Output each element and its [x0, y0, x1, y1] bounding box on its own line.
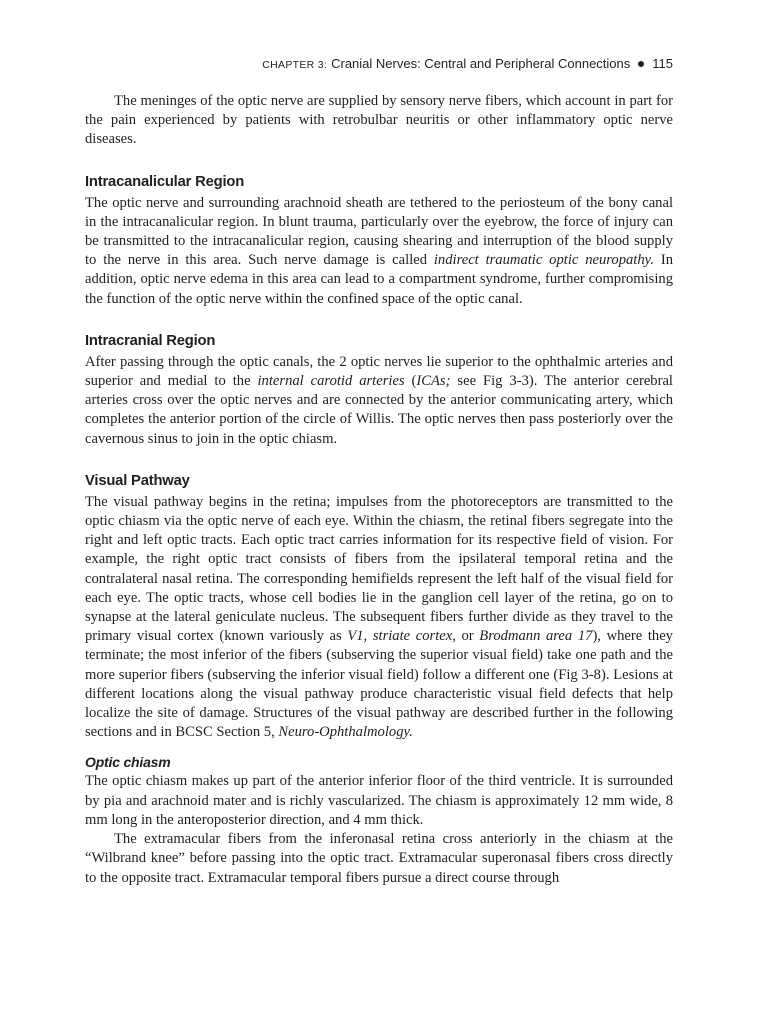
running-header [85, 56, 673, 73]
page-number: 115 [652, 56, 673, 71]
intracanalicular-paragraph: The optic nerve and surrounding arachnoid sheath are tethered to the periosteum of the bony canal in the intracanalicular region. In blunt trauma, particularly over the eyebrow, the force of injury can be transmitted to the intracanalicular region, causing shearing and interruption of the blood supply to the nerve in this area. Such nerve damage is called indirect traumatic optic neuropathy. In addition, optic nerve edema in this area can lead to a compartment syndrome, further compromising the function of the optic nerve within the confined space of the optic canal. [85, 194, 673, 307]
body-text [85, 92, 673, 888]
section-heading-visual-pathway: Visual Pathway [85, 472, 190, 489]
section-heading-intracranial: Intracranial Region [85, 332, 216, 349]
subsection-heading-optic-chiasm: Optic chiasm [85, 754, 171, 771]
intro-paragraph: The meninges of the optic nerve are supplied by sensory nerve fibers, which account in part for the pain experienced by patients with retrobulbar neuritis or other inflammatory optic nerve diseases. [85, 93, 673, 148]
visual-pathway-paragraph: The visual pathway begins in the retina; impulses from the photoreceptors are transmitted to the optic chiasm via the optic nerve of each eye. Within the chiasm, the retinal fibers segregate into the right and left optic tracts. Each optic tract carries information for its respective field of vision. For example, the right optic tract consists of fibers from the ipsilateral temporal retina and the contralateral nasal retina. The corresponding hemifields represent the left half of the visual field for each eye. The optic tracts, whose cell bodies lie in the ganglion cell layer of the retina, go on to synapse at the lateral geniculate nucleus. The subsequent fibers further divide as they travel to the primary visual cortex (known variously as V1, striate cortex, or Brodmann area 17), where they terminate; the most inferior of the fibers (subserving the superior visual field) take one path and the more superior fibers (subserving the inferior visual field) follow a different one (Fig 3-8). Lesions at different locations along the visual pathway produce characteristic visual field defects that help localize the site of damage. Structures of the visual pathway are described further in the following sections and in BCSC Section 5, Neuro-Ophthalmology. [85, 493, 673, 741]
section-heading-intracanalicular: Intracanalicular Region [85, 173, 245, 190]
optic-chiasm-paragraph-1: The optic chiasm makes up part of the anterior inferior floor of the third ventricle. It is surrounded by pia and arachnoid mater and is richly vascularized. The chiasm is approximately 12 mm wide, 8 mm long in the anteroposterior direction, and 4 mm thick. [85, 773, 673, 828]
intracranial-paragraph: After passing through the optic canals, the 2 optic nerves lie superior to the ophthalmic arteries and superior and medial to the internal carotid arteries (ICAs; see Fig 3-3). The anterior cerebral arteries cross over the optic nerves and are connected by the anterior communicating artery, which completes the anterior portion of the circle of Willis. The optic nerves then pass posteriorly over the cavernous sinus to join in the optic chiasm. [85, 353, 673, 447]
chapter-label: CHAPTER 3: [262, 59, 328, 71]
chapter-title: Cranial Nerves: Central and Peripheral Connections [331, 56, 631, 71]
bullet-separator-icon [638, 61, 644, 67]
optic-chiasm-paragraph-2: The extramacular fibers from the inferonasal retina cross anteriorly in the chiasm at the “Wilbrand knee” before passing into the optic tract. Extramacular superonasal fibers cross directly to the opposite tract. Extramacular temporal fibers pursue a direct course through [85, 831, 673, 886]
